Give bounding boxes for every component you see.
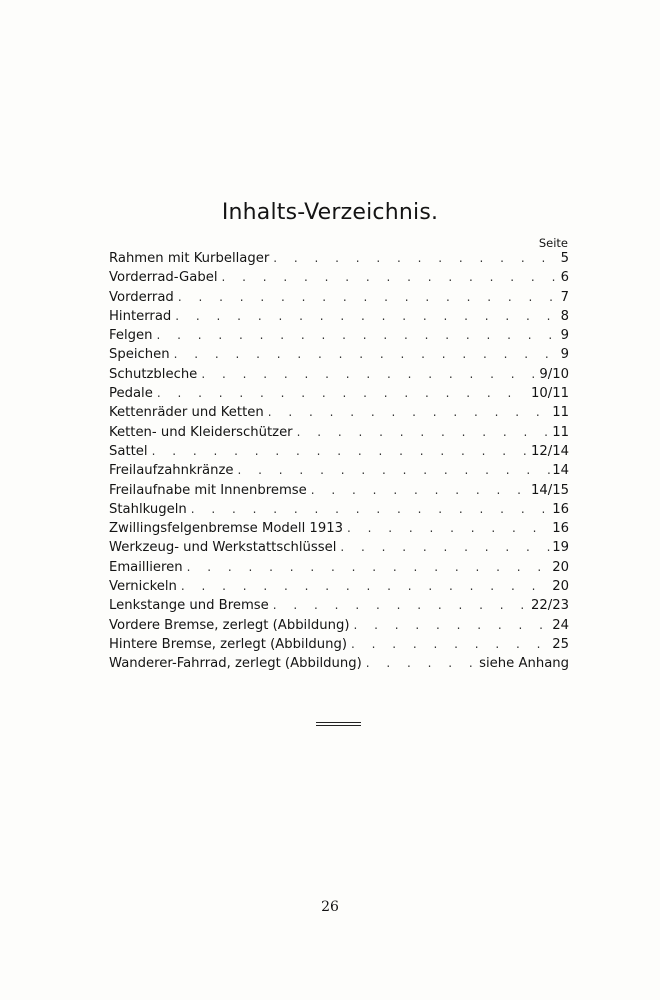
dot-leader (351, 637, 550, 651)
toc-entry-page: 8 (560, 308, 569, 324)
toc-entry-page: 20 (552, 579, 569, 595)
toc-entry-label: Vernickeln (109, 579, 177, 595)
toc-entry-page: 11 (552, 424, 569, 440)
toc-entry-label: Emaillieren (109, 559, 183, 575)
dot-leader (340, 540, 550, 554)
toc-entry-label: Werkzeug- und Werkstattschlüssel (109, 540, 337, 556)
toc-entry (109, 270, 569, 289)
toc-entry-label: Schutzbleche (109, 366, 198, 382)
toc-entry (109, 367, 569, 386)
dot-leader (156, 328, 558, 342)
toc-entry-page: 22/23 (530, 598, 569, 614)
toc-entry-page: 19 (552, 540, 569, 556)
toc-entry-label: Hintere Bremse, zerlegt (Abbildung) (109, 636, 347, 652)
toc-entry-page: 9/10 (539, 366, 569, 382)
toc-entry (109, 251, 569, 270)
toc-entry (109, 309, 569, 328)
dot-leader (347, 521, 550, 535)
dot-leader (273, 598, 529, 612)
toc-entry (109, 637, 569, 656)
toc-entry-label: Kettenräder und Ketten (109, 405, 264, 421)
toc-entry-page: 5 (560, 251, 569, 266)
toc-entry-page: siehe Anhang (479, 656, 569, 672)
toc-entry-page: 25 (552, 636, 569, 652)
toc-entry (109, 444, 569, 463)
toc-entry-label: Speichen (109, 347, 170, 363)
dot-leader (222, 270, 559, 284)
toc-entry-label: Vorderrad (109, 289, 174, 305)
dot-leader (238, 463, 551, 477)
toc-entry-label: Stahlkugeln (109, 501, 187, 517)
column-header-page: Seite (538, 236, 568, 250)
toc-entry-label: Hinterrad (109, 308, 172, 324)
toc-entry-label: Rahmen mit Kurbellager (109, 251, 270, 266)
dot-leader (181, 579, 550, 593)
dot-leader (157, 386, 529, 400)
toc-entry (109, 328, 569, 347)
dot-leader (191, 502, 550, 516)
toc-entry-label: Zwillingsfelgenbremse Modell 1913 (109, 521, 343, 537)
toc-entry-page: 6 (560, 270, 569, 286)
dot-leader (201, 367, 537, 381)
toc-entry (109, 540, 569, 559)
dot-leader (178, 290, 559, 304)
toc-entry-label: Vordere Bremse, zerlegt (Abbildung) (109, 617, 350, 633)
toc-entry (109, 463, 569, 482)
page-number: 26 (321, 899, 339, 915)
dot-leader (175, 309, 558, 323)
toc-entry-label: Pedale (109, 386, 153, 402)
toc-entry-page: 11 (552, 405, 569, 421)
decorative-double-rule (316, 722, 361, 726)
toc-entry-page: 16 (552, 521, 569, 537)
toc-entry-page: 20 (552, 559, 569, 575)
toc-entry (109, 483, 569, 502)
table-of-contents (109, 251, 569, 676)
toc-entry-page: 10/11 (530, 386, 569, 402)
dot-leader (152, 444, 529, 458)
toc-entry-page: 7 (560, 289, 569, 305)
toc-entry (109, 347, 569, 366)
toc-entry-label: Freilaufnabe mit Innenbremse (109, 482, 307, 498)
toc-entry (109, 521, 569, 540)
toc-entry (109, 386, 569, 405)
toc-entry-label: Lenkstange und Bremse (109, 598, 269, 614)
dot-leader (366, 656, 477, 670)
toc-entry-page: 24 (552, 617, 569, 633)
toc-entry-page: 12/14 (530, 443, 569, 459)
toc-entry (109, 405, 569, 424)
toc-entry-label: Wanderer-Fahrrad, zerlegt (Abbildung) (109, 656, 362, 672)
toc-entry-label: Vorderrad-Gabel (109, 270, 218, 286)
dot-leader (268, 405, 551, 419)
toc-entry-label: Freilaufzahnkränze (109, 463, 234, 479)
toc-entry (109, 560, 569, 579)
toc-entry (109, 598, 569, 617)
dot-leader (311, 483, 529, 497)
dot-leader (354, 618, 551, 632)
toc-entry-page: 14/15 (530, 482, 569, 498)
toc-entry (109, 425, 569, 444)
toc-entry-page: 14 (552, 463, 569, 479)
toc-entry (109, 502, 569, 521)
dot-leader (273, 251, 558, 265)
toc-entry (109, 290, 569, 309)
toc-entry (109, 579, 569, 598)
page-title: Inhalts-Verzeichnis. (221, 200, 439, 225)
toc-entry-page: 9 (560, 328, 569, 344)
dot-leader (187, 560, 551, 574)
toc-entry (109, 618, 569, 637)
toc-entry-label: Felgen (109, 328, 153, 344)
toc-entry-label: Sattel (109, 443, 148, 459)
dot-leader (297, 425, 551, 439)
toc-entry (109, 656, 569, 675)
dot-leader (174, 347, 559, 361)
toc-entry-page: 16 (552, 501, 569, 517)
toc-entry-label: Ketten- und Kleiderschützer (109, 424, 293, 440)
toc-entry-page: 9 (560, 347, 569, 363)
